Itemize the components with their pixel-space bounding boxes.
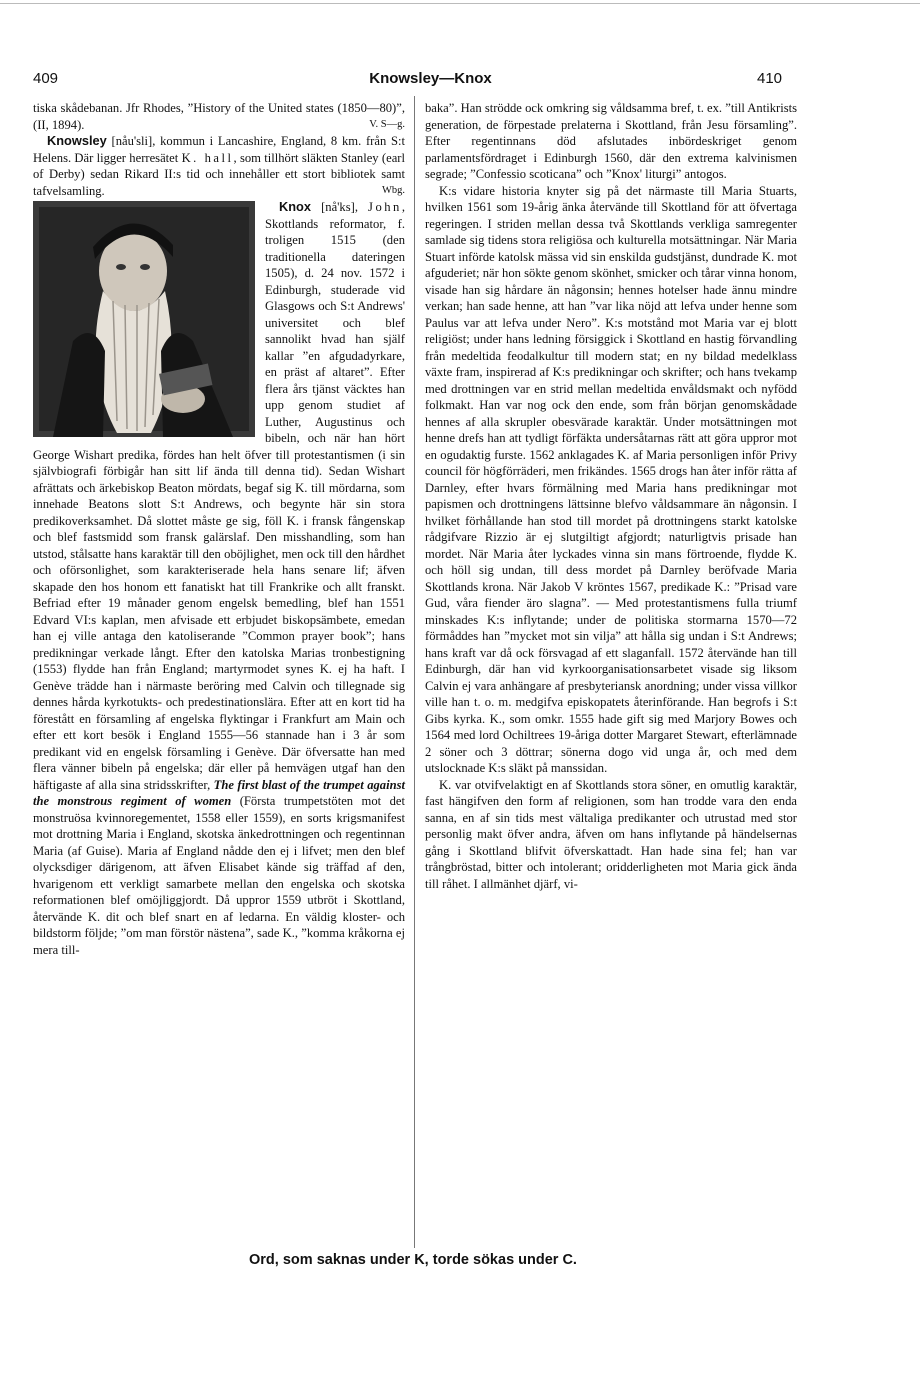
author-signature: V. S—g. bbox=[369, 118, 405, 130]
page-number-right: 410 bbox=[757, 70, 783, 87]
book-title: The first blast of the trumpet against the monstrous regiment of women bbox=[33, 777, 405, 808]
right-paragraph-3: K. var otvifvelaktigt en af Skottlands stora söner, en omutlig karaktär, fast hängifven den form af religionen, som han trodde vara den enda sanna, en af sin tids mest vältaliga predikanter och utrustad med stor personlig makt öfver andra, äfven om hans inflytande på händelsernas gång i Skottland blifvit öfverskattadt. Han hade sina fel; han var trångbröstad, bitter och intolerant; oridderligheten mot Maria gick ända till råhet. I allmänhet djärf, vi- bbox=[425, 777, 797, 891]
right-paragraph-1: baka”. Han strödde ock omkring sig våldsamma bref, t. ex. ”till Antikrists generation, de förpestade prelaterna i Skottland, från Jesu församling”. Efter regentinnans död afslutades inbördeskriget genom parlamentsfördraget i Edinburgh 1560, där den extrema kalvinismen segrade; ”Confessio scoticana” och ”Knox' liturgi” antogos. bbox=[425, 101, 797, 181]
entry-knowsley: Knowsley [nåu'sli], kommun i Lancashire, England, 8 km. från S:t Helens. Där ligger herresätet K. hall, som tillhört släkten Stanley (earl of Derby) sedan Rikard II:s tid och innehåller ett stort bibliotek samt tafvelsamling. Wbg. bbox=[33, 133, 405, 198]
page-footer-note: Ord, som saknas under K, torde sökas under C. bbox=[249, 1252, 577, 1268]
column-divider bbox=[414, 96, 415, 1248]
entry-knox: Knox [nå'ks], John , Skottlands reformator, f. troligen 1515 (den traditionella dateringen 1505), d. 24 nov. 1572 i Edinburgh, studerade vid Glasgows och S:t Andrews' universitet och blef sannolikt hvad han själf kallar ”en afgudadyrkare, en präst af altaret”. Efter flera års tjänst väcktes han upp genom studiet af Luther, Augustinus och bibeln, och när han hört George Wishart predika, fördes han helt öfver till protestantismen (i sin självbiografi förbigår han sitt lif ända till denna tid). Sedan Wishart afrättats och ärkebiskop Beaton mördats, begaf sig K. till mördarna, som innehade Beatons slott S:t Andrews, och begynte här sin stora predikoverksamhet. Då slottet måste ge sig, föll K. i fransk fångenskap och blef fastsmidd som fransk galärslaf. Den misshandling, som han utstod, stålsatte hans karaktär till den oböjlighet, men ock till den hårdhet och oförsonlighet, som karakteriserade hela hans senare lif; äfven skapade den hos honom ett fanatiskt hat till Frankrike och allt franskt. Befriad efter 19 månader genom engelsk bemedling, blef han 1551 Edvard VI:s kaplan, men afvisade ett erbjudet biskopsämbete, emedan han ej ville antaga den katoliserande ”Common prayer book”; hans predikningar verkade långt. Efter den katolska Marias tronbestigning (1553) flydde han från England; martyrmodet synes K. ej ha haft. I Genève trädde han i närmaste beröring med Calvin och tillegnade sig dennes hårda kyrkotukts- och predestinationslära. Efter att en kort tid ha förestått en församling af engelska flyktingar i Frankfurt am Main och efter ett kort besök i England 1555—56 stannade han i 3 år som predikant vid en engelsk församling i Genève. Där öfversatte han med flera vänner bibeln på engelska; där eller på hemvägen utgaf han den häftigaste af alla sina stridsskrifter, The first blast of the trumpet against the monstrous regiment of women (Första trumpetstöten mot det monstruösa kvinnoregementet, 1558 eller 1559), en sorts krigsmanifest mot drottning Maria i England, skotska änkedrottningen och regentinnan Maria (af Guise). Maria af England nådde den ej i lifvet; men den blef olycksdiger därigenom, att äfven Elisabet kände sig träffad af den, hvarigenom ett verkligt samarbete mellan den engelska och skotska reformationen blef omöjliggjordt. Då uppror 1559 utbröt i Skottland, återvände K. dit och blef snart en af ledarna. En väldig kloster- och bildstorm följde; ”om man förstör nästena”, sade K., ”komma kråkorna ej mera till- bbox=[33, 199, 405, 957]
john-knox-portrait bbox=[33, 201, 255, 437]
page-header bbox=[33, 70, 793, 90]
scan-edge-line bbox=[0, 3, 920, 4]
page-number-left: 409 bbox=[33, 70, 59, 87]
portrait-drawing bbox=[33, 201, 255, 437]
headword-knox: Knox bbox=[279, 199, 311, 214]
right-column bbox=[425, 100, 797, 892]
entry-continuation: tiska skådebanan. Jfr Rhodes, ”History of the United states (1850—80)”, (II, 1894). V. S—g. bbox=[33, 101, 405, 132]
headword-knowsley: Knowsley bbox=[47, 133, 107, 148]
running-head: Knowsley—Knox bbox=[369, 70, 492, 87]
author-signature: Wbg. bbox=[381, 184, 405, 196]
right-paragraph-2: K:s vidare historia knyter sig på det närmaste till Maria Stuarts, hvilken 1561 som 19-årig änka återvände till Skottland för att öfvertaga regeringen. I striden mellan dessa två Skottlands verkliga samregenter samlade sig tidens stora religiösa och kulturella motsättningar. När Maria Stuart införde katolsk mässa vid sin enskilda gudstjänst, dundrade K. mot afguderiet; när hon sökte genom skönhet, smicker och tårar vinna honom, visade han sig hårdare än någonsin; hennes hotelser hade ännu mindre verkan; han sade henne, att han ”var lika nöjd att lefva under henne som Paulus var att lefva under Nero”. K:s motstånd mot Maria var ej blott religiöst; under hans ledning försiggick i Skottland en hastig förvandling från medeltida feodalkultur till modern stat; en ny bildad medelklass växte fram, inspirerad af K:s predikningar och skrifter; och hans tvekamp med drottningen var en strid mellan medeltida envåldsmakt och nyfödd folkmakt. Han var nog ock den ende, som från början genomskådade hennes af alla skrupler obesvärade karaktär. Under motsättningen mot henne drefs han att tydligt förfäkta undersåtarnas rätt att göra uppror mot en ogudaktig furste. 1562 anklagades K. af Maria personligen inför Privy council för högförräderi, men frikändes. 1565 drogs han åter inför rätta af Darnley, efter hvars förmälning med Maria hans predikningar mot papismen och drottningens lättsinne blefvo våldsammare än någonsin. I hvilket förhållande han stod till mordet på drottningens starkt katolske rådgifvare Rizzio är ej slutgiltigt afgjordt; naturligtvis prisade han mordet. När Maria åter lyckades vinna sin mans förtroende, flydde K. och höll sig undan, till dess mordet på Darnley beröfvade Maria Skottlands krona. När Jakob V kröntes 1567, predikade K.: ”Prisad vare Gud, våra fiender äro slagna”. — Med protestantismens fulla triumf minskades K:s inflytande; under de politiska stormarna 1570—72 förmåddes han ”mycket mot sin vilja” att hålla sig undan i S:t Andrews; hans kraft var då ock försvagad af ett slaganfall. 1572 återvände han till Edinburgh, där han vid kyrkoorganisationsarbetet visade sig liksom Calvin ej vara anhängare af presbyteriansk anordning; under vissa villkor ville han t. o. m. medgifva episkopatets återinförande. Han begrofs i S:t Gibs kyrka. K., som omkr. 1555 hade gift sig med Marjory Bowes och 1564 med lord Ochiltrees 19-åriga dotter Margaret Stewart, efterlämnade 2 söner och 3 döttrar; sönerna dogo vid unga år, och med dem utslocknade K:s släkt på manssidan. bbox=[425, 183, 797, 775]
left-column bbox=[33, 100, 405, 958]
